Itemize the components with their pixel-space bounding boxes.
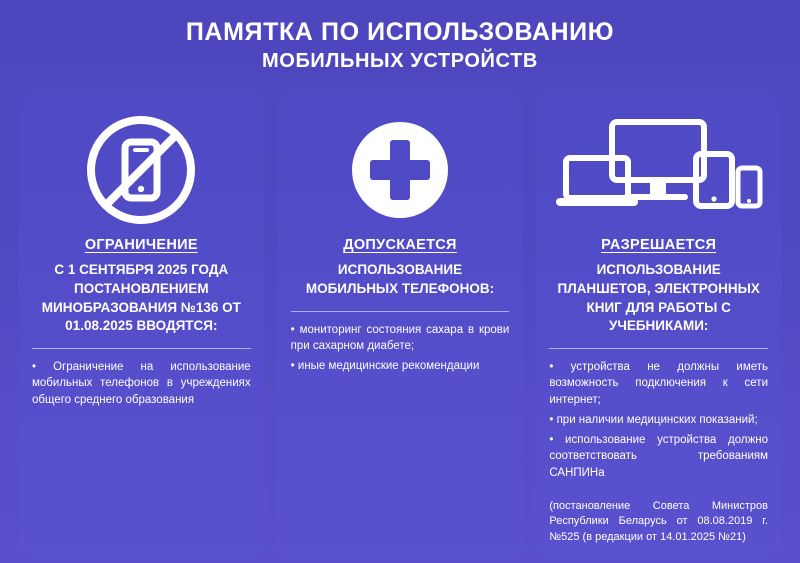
card-body bbox=[549, 359, 768, 485]
card-heading-text: РАЗРЕШАЕТСЯ bbox=[601, 236, 717, 253]
card-body bbox=[291, 322, 510, 378]
card-body-line: • использование устройства должно соответствовать требованиям САНПИНа bbox=[549, 433, 769, 479]
card-body bbox=[32, 359, 251, 412]
card-heading bbox=[343, 236, 457, 256]
card-heading-text: ОГРАНИЧЕНИЕ bbox=[84, 236, 198, 253]
page-title bbox=[18, 18, 782, 74]
card-restriction bbox=[18, 88, 265, 561]
cards-row bbox=[18, 88, 782, 561]
card-body-line: • иные медицинские рекомендации bbox=[290, 359, 480, 372]
medical-cross-icon bbox=[344, 104, 456, 236]
card-subheading: ИСПОЛЬЗОВАНИЕ ПЛАНШЕТОВ, ЭЛЕКТРОННЫХ КНИГ ДЛЯ РАБОТЫ С УЧЕБНИКАМИ: bbox=[557, 262, 760, 334]
card-subheading: ИСПОЛЬЗОВАНИЕ МОБИЛЬНЫХ ТЕЛЕФОНОВ: bbox=[305, 262, 495, 296]
card-note-line: (постановление Совета Министров Республики Беларусь от 08.08.2019 г. №525 (в редакции от 14.01.2025 №21) bbox=[549, 499, 769, 544]
card-divider bbox=[549, 348, 768, 349]
no-mobile-phone-icon bbox=[85, 104, 197, 236]
card-note bbox=[549, 499, 768, 547]
card-heading-text: ДОПУСКАЕТСЯ bbox=[343, 236, 457, 253]
card-divider bbox=[291, 311, 510, 312]
card-subheading: С 1 СЕНТЯБРЯ 2025 ГОДА ПОСТАНОВЛЕНИЕМ МИНОБРАЗОВАНИЯ №136 ОТ 01.08.2025 ВВОДЯТСЯ: bbox=[41, 262, 241, 334]
card-heading bbox=[85, 236, 198, 256]
card-heading bbox=[601, 236, 716, 256]
card-body-line: • Ограничение на использование мобильных телефонов в учреждениях общего среднего образования bbox=[32, 360, 251, 407]
card-body-line: • мониторинг состояния сахара в крови при сахарном диабете; bbox=[290, 323, 510, 353]
card-allowed bbox=[277, 88, 524, 561]
title-line-2: МОБИЛЬНЫХ УСТРОЙСТВ bbox=[262, 49, 538, 72]
devices-icon bbox=[554, 104, 764, 236]
card-divider bbox=[32, 348, 251, 349]
card-body-line: • при наличии медицинских показаний; bbox=[549, 413, 758, 426]
card-body-line: • устройства не должны иметь возможность подключения к сети интернет; bbox=[549, 360, 769, 407]
card-permitted bbox=[535, 88, 782, 561]
title-line-1: ПАМЯТКА ПО ИСПОЛЬЗОВАНИЮ bbox=[185, 18, 615, 46]
